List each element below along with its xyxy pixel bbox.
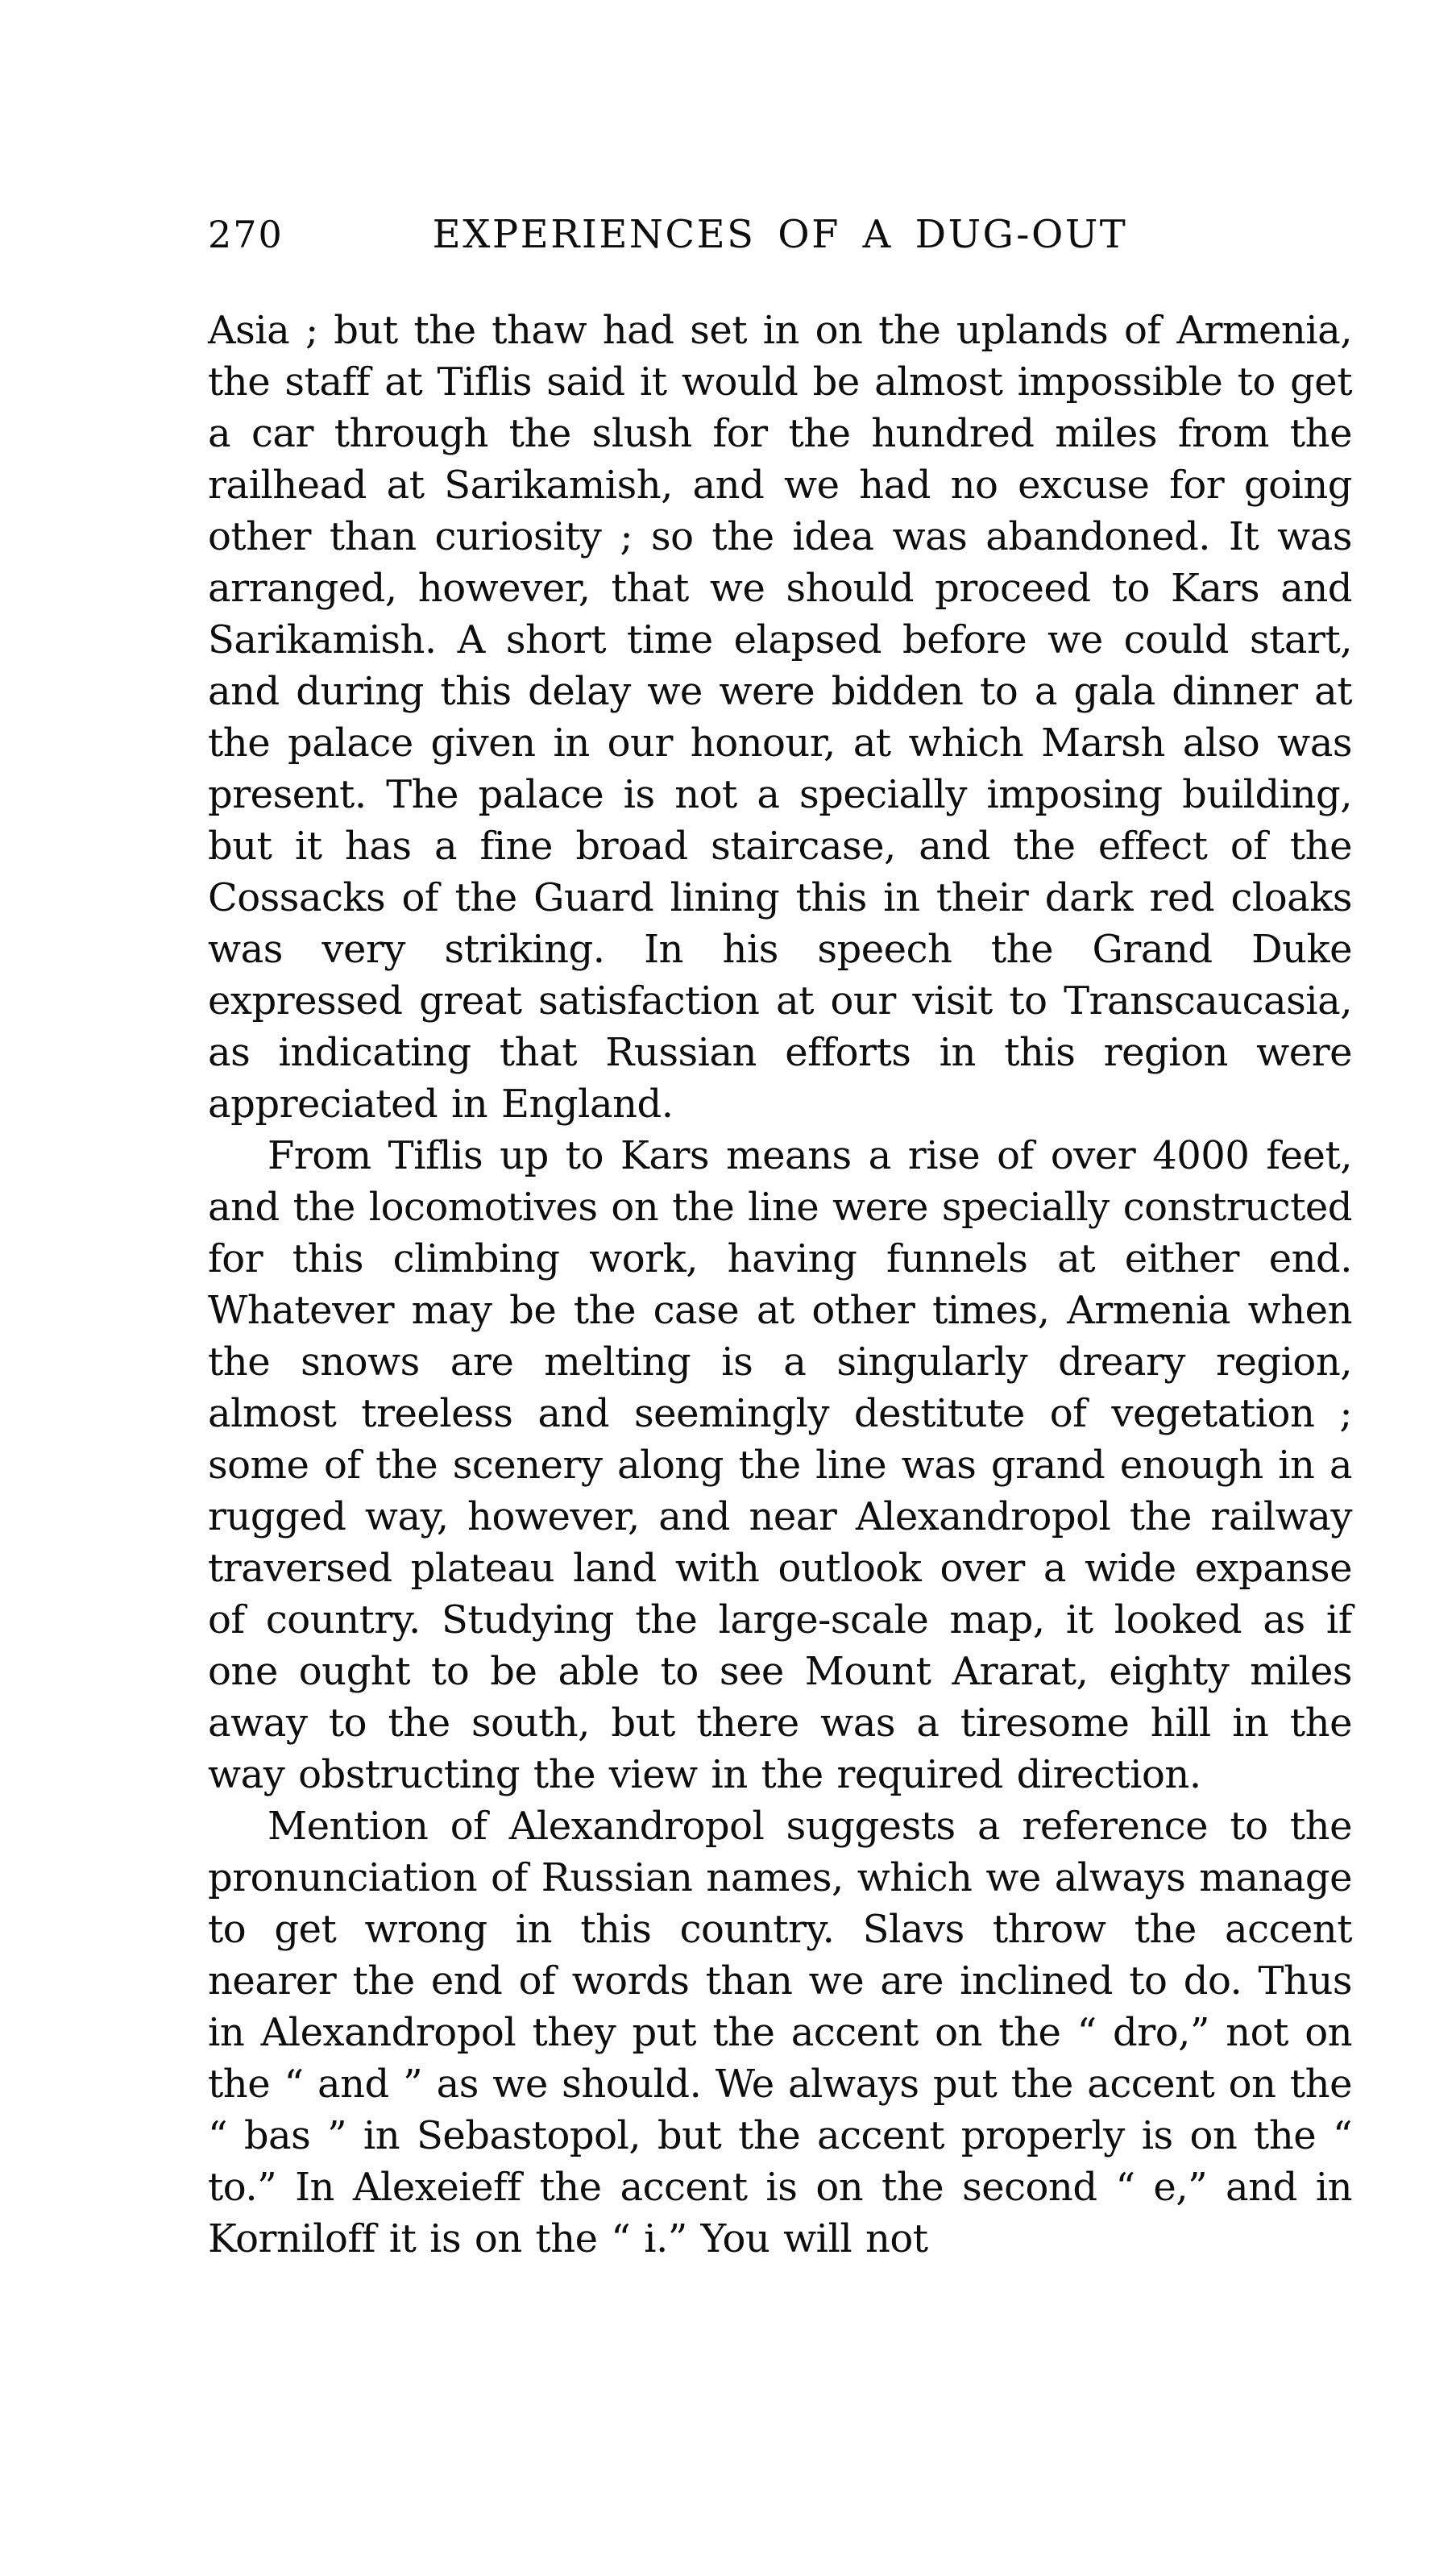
page-header bbox=[208, 208, 1352, 261]
paragraph-3: Mention of Alexandropol suggests a reference to the pronunciation of Russian names, which we always manage to get wrong in this country. Slavs throw the accent nearer the end of words than we are inclined to do. Thus in Alexandropol they put the accent on the “ dro,” not on the “ and ” as we should. We always put the accent on the “ bas ” in Sebastopol, but the accent properly is on the “ to.” In Alexeieff the accent is on the second “ e,” and in Korniloff it is on the “ i.” You will not bbox=[208, 1804, 1352, 2261]
running-title: EXPERIENCES OF A DUG-OUT bbox=[432, 212, 1128, 257]
paragraph-2: From Tiflis up to Kars means a rise of over 4000 feet, and the locomotives on the line were specially constructed for this climbing work, having funnels at either end. Whatever may be the case at other times, Armenia when the snows are melting is a singularly dreary region, almost treeless and seemingly destitute of vegetation ; some of the scenery along the line was grand enough in a rugged way, however, and near Alexandropol the railway traversed plateau land with outlook over a wide expanse of country. Studying the large-scale map, it looked as if one ought to be able to see Mount Ararat, eighty miles away to the south, but there was a tiresome hill in the way obstructing the view in the required direction. bbox=[208, 1133, 1352, 1797]
page-number: 270 bbox=[208, 213, 284, 256]
paragraph-1: Asia ; but the thaw had set in on the uplands of Armenia, the staff at Tiflis said it would be almost impossible to get a car through the slush for the hundred miles from the railhead at Sarikamish, and we had no excuse for going other than curiosity ; so the idea was abandoned. It was arranged, however, that we should proceed to Kars and Sarikamish. A short time elapsed before we could start, and during this delay we were bidden to a gala dinner at the palace given in our honour, at which Marsh also was present. The palace is not a specially imposing building, but it has a fine broad staircase, and the effect of the Cossacks of the Guard lining this in their dark red cloaks was very striking. In his speech the Grand Duke expressed great satisfaction at our visit to Transcaucasia, as indicating that Russian efforts in this region were appreciated in England. bbox=[208, 308, 1352, 1127]
body-text bbox=[208, 305, 1352, 2265]
